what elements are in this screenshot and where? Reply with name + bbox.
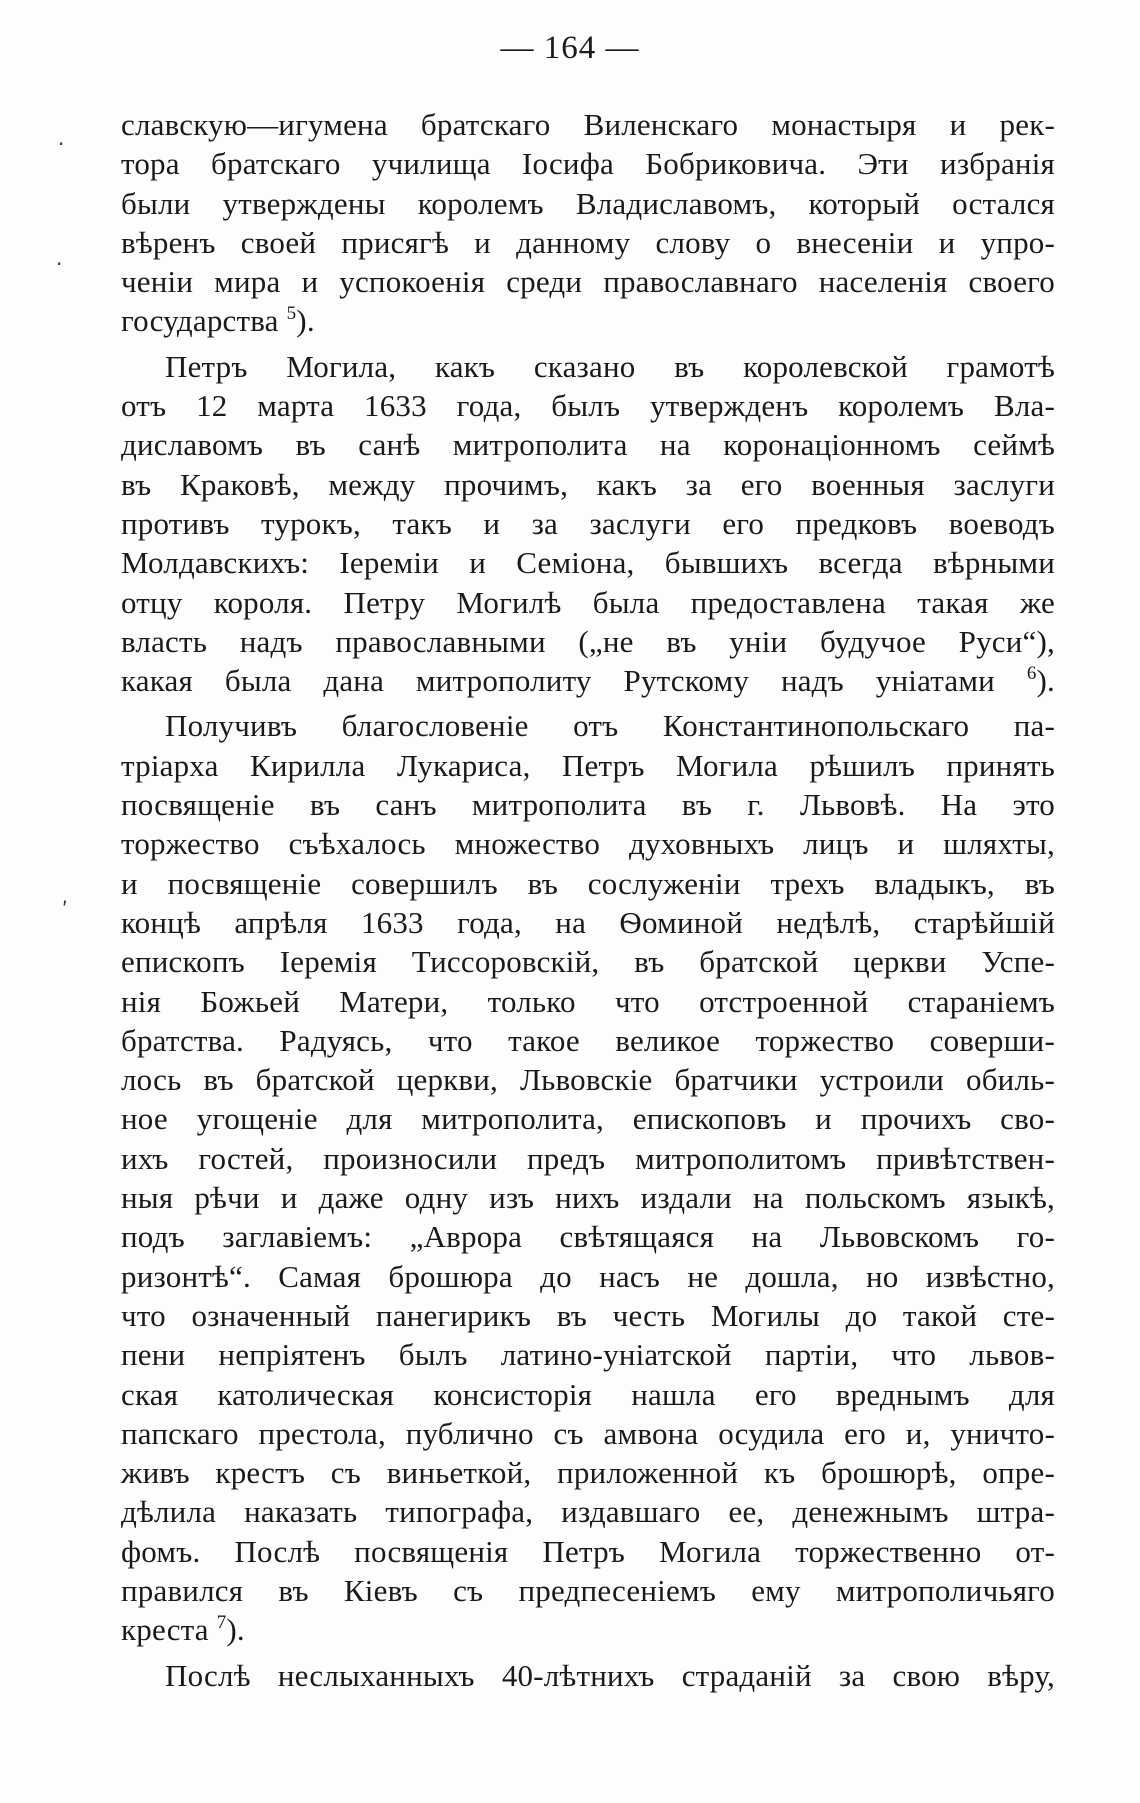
text-line: торжество съѣхалось множество духовныхъ лицъ и шляхты, (121, 826, 1055, 862)
text-line: посвященіе въ санъ митрополита въ г. Львовѣ. На это (121, 787, 1055, 823)
text-line: Молдавскихъ: Іереміи и Семіона, бывшихъ всегда вѣрными (121, 545, 1055, 581)
text-line: тора братскаго училища Іосифа Бобриковича. Эти избранія (121, 146, 1055, 182)
text-line: Послѣ неслыханныхъ 40-лѣтнихъ страданій за свою вѣру, (165, 1657, 1055, 1693)
text-line: Петръ Могила, какъ сказано въ королевской грамотѣ (165, 348, 1055, 384)
text-line: въ Краковѣ, между прочимъ, какъ за его военныя заслуги (121, 466, 1055, 502)
page-number: — 164 — (500, 30, 640, 66)
text-line: ченіи мира и успокоенія среди православнаго населенія своего (121, 264, 1055, 300)
text-line: подъ заглавіемъ: „Аврора свѣтящаяся на Львовскомъ го- (121, 1219, 1055, 1255)
text-line: правился въ Кіевъ съ предпесеніемъ ему митрополичьяго (121, 1572, 1055, 1608)
margin-tick-mark: ʹ (62, 898, 68, 922)
text-line-content: какая была дана митрополиту Рутскому надъ уніатами (121, 663, 995, 699)
footnote-ref: 6 (1026, 663, 1037, 685)
text-line: что означенный панегирикъ въ честь Могилы до такой сте- (121, 1297, 1055, 1333)
text-line: отцу короля. Петру Могилѣ была предоставлена такая же (121, 584, 1055, 620)
text-line: власть надъ православными („не въ уніи будучое Руси“), (121, 623, 1055, 659)
text-line: ныя рѣчи и даже одну изъ нихъ издали на польскомъ языкѣ, (121, 1180, 1055, 1216)
text-line: отъ 12 марта 1633 года, былъ утвержденъ королемъ Вла- (121, 388, 1055, 424)
text-line: диславомъ въ санѣ митрополита на коронаціонномъ сеймѣ (121, 427, 1055, 463)
text-line: пени непріятенъ былъ латино-уніатской партіи, что львов- (121, 1337, 1055, 1373)
text-line: дѣлила наказать типографа, издавшаго ее, денежнымъ штра- (121, 1494, 1055, 1530)
text-line: братства. Радуясь, что такое великое торжество соверши- (121, 1022, 1055, 1058)
text-line: славскую—игумена братскаго Виленскаго монастыря и рек- (121, 107, 1055, 142)
text-line: противъ турокъ, такъ и за заслуги его предковъ воеводъ (121, 505, 1055, 541)
text-line: вѣренъ своей присягѣ и данному слову о внесеніи и упро- (121, 224, 1055, 260)
page-text (121, 105, 1055, 1695)
text-line-content: креста (121, 1612, 209, 1648)
text-line: ихъ гостей, произносили предъ митрополитомъ привѣтствен- (121, 1140, 1055, 1176)
text-line: епископъ Іеремія Тиссоровскій, въ братской церкви Успе- (121, 944, 1055, 980)
text-line-content: государства (121, 303, 279, 339)
text-line: Получивъ благословеніе отъ Константинопольскаго па- (165, 708, 1055, 744)
text-line: ное угощеніе для митрополита, епископовъ и прочихъ сво- (121, 1101, 1055, 1137)
margin-dot-mark: · (58, 132, 65, 156)
text-line: креста $^7$). (121, 1612, 245, 1648)
text-line: государства $^5$). (121, 303, 315, 339)
text-line: тріарха Кирилла Лукариса, Петръ Могила рѣшилъ принять (121, 747, 1055, 783)
text-line: какая была дана митрополиту Рутскому надъ уніатами $^6$). (121, 663, 1056, 699)
text-line: ская католическая консисторія нашла его вреднымъ для (121, 1376, 1055, 1412)
margin-dot-mark: · (56, 252, 63, 276)
text-line: и посвященіе совершилъ въ сослуженіи трехъ владыкъ, въ (121, 865, 1055, 901)
text-line: концѣ апрѣля 1633 года, на Ѳоминой недѣлѣ, старѣйшій (121, 904, 1055, 940)
text-line: папскаго престола, публично съ амвона осудила его и, уничто- (121, 1415, 1055, 1451)
text-line: были утверждены королемъ Владиславомъ, который остался (121, 185, 1055, 221)
text-line: нія Божьей Матери, только что отстроенной стараніемъ (121, 983, 1055, 1019)
text-line: фомъ. Послѣ посвященія Петръ Могила торжественно от- (121, 1533, 1055, 1569)
text-line: живъ крестъ съ виньеткой, приложенной къ брошюрѣ, опре- (121, 1455, 1055, 1491)
footnote-ref: 5 (286, 303, 297, 325)
text-line: лось въ братской церкви, Львовскіе братчики устроили обиль- (121, 1062, 1055, 1098)
text-line: ризонтѣ“. Самая брошюра до насъ не дошла, но извѣстно, (121, 1258, 1055, 1294)
footnote-ref: 7 (216, 1612, 227, 1634)
